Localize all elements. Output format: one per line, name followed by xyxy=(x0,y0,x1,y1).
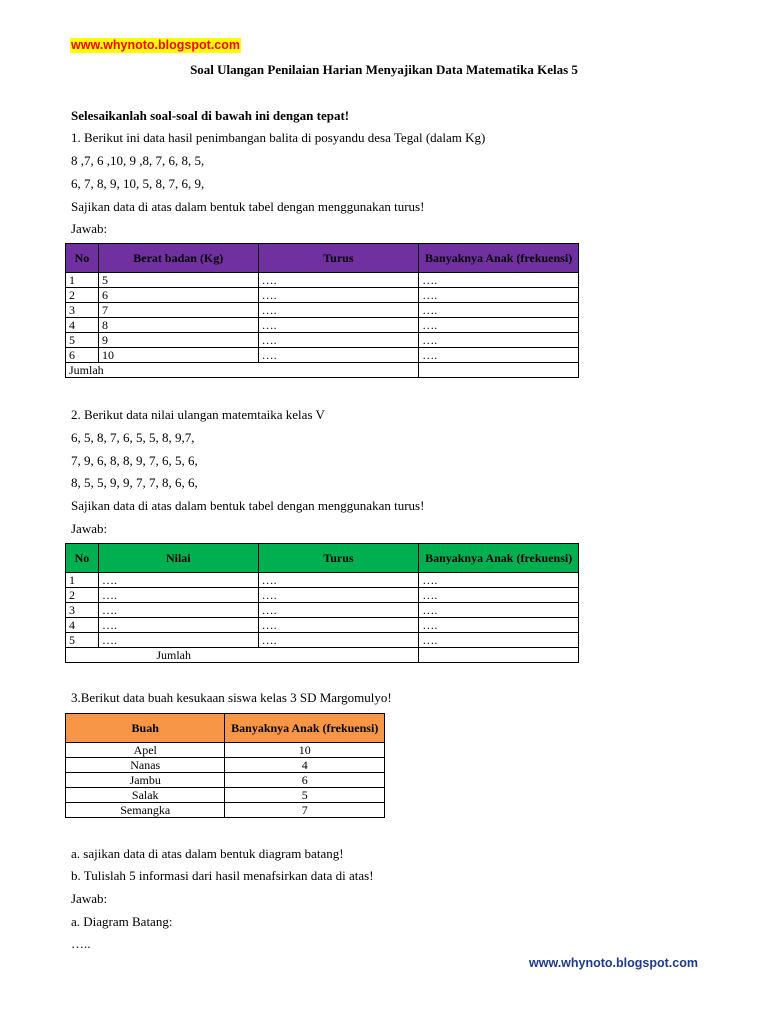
table-row xyxy=(66,743,385,758)
q3-text: 3.Berikut data buah kesukaan siswa kelas 3 SD Margomulyo! xyxy=(71,690,392,705)
cell: 3 xyxy=(66,303,99,318)
cell: 5 xyxy=(98,273,258,288)
cell: 6 xyxy=(225,773,385,788)
cell: …. xyxy=(258,618,419,633)
cell: …. xyxy=(258,588,419,603)
table-row xyxy=(66,633,579,648)
q3-table xyxy=(65,713,385,818)
q1-header-tally: Turus xyxy=(258,244,419,273)
cell: …. xyxy=(419,318,579,333)
cell: …. xyxy=(419,633,579,648)
q1-data-line2: 6, 7, 8, 9, 10, 5, 8, 7, 6, 9, xyxy=(71,176,205,191)
q1-table xyxy=(65,243,579,378)
cell: 4 xyxy=(66,618,99,633)
cell: Nanas xyxy=(66,758,225,773)
cell: …. xyxy=(258,303,419,318)
cell: 7 xyxy=(225,803,385,818)
q3-task-b: b. Tulislah 5 informasi dari hasil menafsirkan data di atas! xyxy=(71,868,374,883)
q1-header-frequency: Banyaknya Anak (frekuensi) xyxy=(419,244,579,273)
q2-data-line2: 7, 9, 6, 8, 8, 9, 7, 6, 5, 6, xyxy=(71,453,198,468)
cell: …. xyxy=(258,333,419,348)
q1-header-weight: Berat badan (Kg) xyxy=(98,244,258,273)
cell: …. xyxy=(98,573,258,588)
table-row xyxy=(66,588,579,603)
cell: 10 xyxy=(98,348,258,363)
table-row xyxy=(66,573,579,588)
cell: 1 xyxy=(66,573,99,588)
cell: …. xyxy=(98,603,258,618)
table-row xyxy=(66,288,579,303)
q1-table-header xyxy=(66,244,579,273)
cell: …. xyxy=(419,588,579,603)
cell: 10 xyxy=(225,743,385,758)
q2-header-frequency: Banyaknya Anak (frekuensi) xyxy=(419,544,579,573)
q2-data-line1: 6, 5, 8, 7, 6, 5, 5, 8, 9,7, xyxy=(71,430,195,445)
cell: 4 xyxy=(225,758,385,773)
cell: …. xyxy=(98,633,258,648)
table-row xyxy=(66,803,385,818)
table-row xyxy=(66,318,579,333)
header-website-link[interactable]: www.whynoto.blogspot.com xyxy=(71,38,240,52)
q2-answer-label: Jawab: xyxy=(71,521,108,536)
cell: …. xyxy=(419,603,579,618)
table-row xyxy=(66,758,385,773)
q2-table xyxy=(65,543,579,663)
cell: Salak xyxy=(66,788,225,803)
cell: 2 xyxy=(66,588,99,603)
cell: 5 xyxy=(66,633,99,648)
q3-answer-label: Jawab: xyxy=(71,891,108,906)
q2-total-label: Jumlah xyxy=(66,648,419,663)
q3-task-a: a. sajikan data di atas dalam bentuk diagram batang! xyxy=(71,846,344,861)
cell: …. xyxy=(419,333,579,348)
cell: …. xyxy=(419,618,579,633)
cell: …. xyxy=(258,633,419,648)
table-row xyxy=(66,333,579,348)
cell: …. xyxy=(258,288,419,303)
q1-answer-label: Jawab: xyxy=(71,221,108,236)
cell: 6 xyxy=(98,288,258,303)
q2-table-header xyxy=(66,544,579,573)
cell: 5 xyxy=(66,333,99,348)
table-row xyxy=(66,303,579,318)
table-row xyxy=(66,788,385,803)
q1-total-value xyxy=(419,363,579,378)
instruction: Selesaikanlah soal-soal di bawah ini dengan tepat! xyxy=(71,108,350,123)
q1-data-line1: 8 ,7, 6 ,10, 9 ,8, 7, 6, 8, 5, xyxy=(71,153,205,168)
q3-answer-dots: ….. xyxy=(71,936,91,951)
q2-task: Sajikan data di atas dalam bentuk tabel dengan menggunakan turus! xyxy=(71,498,425,513)
cell: …. xyxy=(258,603,419,618)
q1-task: Sajikan data di atas dalam bentuk tabel dengan menggunakan turus! xyxy=(71,199,425,214)
cell: …. xyxy=(258,348,419,363)
table-row xyxy=(66,348,579,363)
cell: …. xyxy=(419,288,579,303)
document-title: Soal Ulangan Penilaian Harian Menyajikan Data Matematika Kelas 5 xyxy=(190,62,578,77)
q3-answer-a: a. Diagram Batang: xyxy=(71,914,173,929)
cell: …. xyxy=(419,303,579,318)
cell: …. xyxy=(419,273,579,288)
cell: 3 xyxy=(66,603,99,618)
q2-header-tally: Turus xyxy=(258,544,419,573)
cell: …. xyxy=(258,318,419,333)
cell: 9 xyxy=(98,333,258,348)
cell: 4 xyxy=(66,318,99,333)
cell: Jambu xyxy=(66,773,225,788)
cell: 6 xyxy=(66,348,99,363)
table-row xyxy=(66,773,385,788)
cell: …. xyxy=(98,588,258,603)
cell: Semangka xyxy=(66,803,225,818)
q3-header-frequency: Banyaknya Anak (frekuensi) xyxy=(225,714,385,743)
table-row xyxy=(66,273,579,288)
q1-total-label: Jumlah xyxy=(66,363,419,378)
cell: 5 xyxy=(225,788,385,803)
cell: …. xyxy=(419,348,579,363)
q2-header-score: Nilai xyxy=(98,544,258,573)
q2-data-line3: 8, 5, 5, 9, 9, 7, 7, 8, 6, 6, xyxy=(71,475,198,490)
q2-total-row xyxy=(66,648,579,663)
q1-header-no: No xyxy=(66,244,99,273)
q3-table-header xyxy=(66,714,385,743)
cell: …. xyxy=(419,573,579,588)
q2-total-value xyxy=(419,648,579,663)
cell: 7 xyxy=(98,303,258,318)
table-row xyxy=(66,603,579,618)
q3-header-fruit: Buah xyxy=(66,714,225,743)
q1-total-row xyxy=(66,363,579,378)
footer-website-link[interactable]: www.whynoto.blogspot.com xyxy=(529,956,698,970)
q2-text: 2. Berikut data nilai ulangan matemtaika kelas V xyxy=(71,407,325,422)
cell: …. xyxy=(258,273,419,288)
q1-text: 1. Berikut ini data hasil penimbangan balita di posyandu desa Tegal (dalam Kg) xyxy=(71,130,486,145)
cell: Apel xyxy=(66,743,225,758)
table-row xyxy=(66,618,579,633)
cell: 8 xyxy=(98,318,258,333)
q2-header-no: No xyxy=(66,544,99,573)
cell: …. xyxy=(258,573,419,588)
cell: …. xyxy=(98,618,258,633)
cell: 1 xyxy=(66,273,99,288)
cell: 2 xyxy=(66,288,99,303)
